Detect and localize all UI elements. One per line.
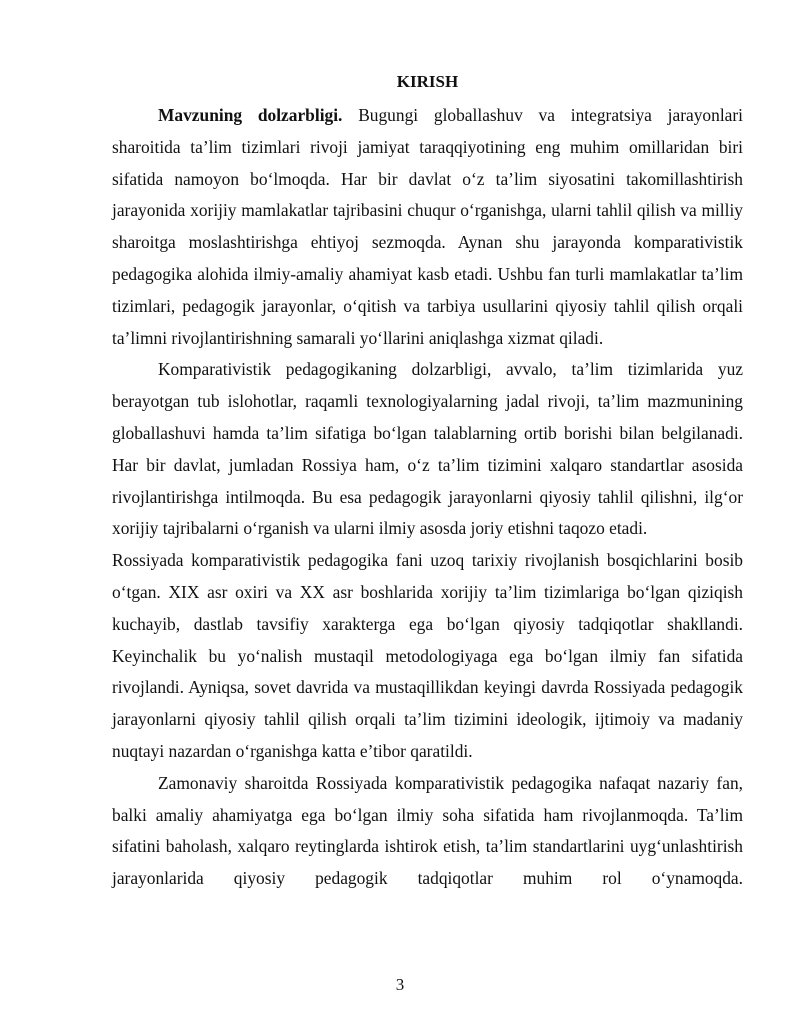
document-page: [112, 70, 743, 895]
paragraph-relevance-factors: Komparativistik pedagogikaning dolzarbligi, avvalo, ta’lim tizimlarida yuz berayotgan tub islohotlar, raqamli texnologiyalarning jadal rivoji, ta’lim mazmunining globallashuvi hamda ta’lim sifatiga bo‘lgan talablarning ortib borishi bilan belgilanadi. Har bir davlat, jumladan Rossiya ham, o‘z ta’lim tizimini xalqaro standartlar asosida rivojlantirishga intilmoqda. Bu esa pedagogik jarayonlarni qiyosiy tahlil qilishni, ilg‘or xorijiy tajribalarni o‘rganish va ularni ilmiy asosda joriy etishni taqozo etadi.: [112, 359, 743, 539]
paragraph-lead-heading: Mavzuning dolzarbligi.: [158, 105, 343, 125]
document-title: KIRISH: [396, 72, 459, 91]
page-number: 3: [395, 975, 405, 994]
paragraph-relevance: [112, 100, 743, 354]
paragraph-modern-conditions: Zamonaviy sharoitda Rossiyada komparativistik pedagogika nafaqat nazariy fan, balki amaliy ahamiyatga ega bo‘lgan ilmiy soha sifatida ham rivojlanmoqda. Ta’lim sifatini baholash, xalqaro reytinglarda ishtirok etish, ta’lim standartlarini uyg‘unlashtirish jarayonlarida qiyosiy pedagogik tadqiqotlar muhim rol o‘ynamoqda.: [112, 772, 743, 889]
paragraph-text: Bugungi globallashuv va integratsiya jarayonlari sharoitida ta’lim tizimlari rivoji jamiyat taraqqiyotining eng muhim omillaridan biri sifatida namoyon bo‘lmoqda. Har bir davlat o‘z ta’lim siyosatini takomillashtirish jarayonida xorijiy mamlakatlar tajribasini chuqur o‘rganishga, ularni tahlil qilish va milliy sharoitga moslashtirishga ehtiyoj sezmoqda. Aynan shu jarayonda komparativistik pedagogika alohida ilmiy-amaliy ahamiyat kasb etadi. Ushbu fan turli mamlakatlar ta’lim tizimlari, pedagogik jarayonlar, o‘qitish va tarbiya usullarini qiyosiy tahlil qilish orqali ta’limni rivojlantirishning samarali yo‘llarini aniqlashga xizmat qiladi.: [112, 105, 743, 348]
paragraph-history-russia: Rossiyada komparativistik pedagogika fani uzoq tarixiy rivojlanish bosqichlarini bosib o‘tgan. XIX asr oxiri va XX asr boshlarida xorijiy ta’lim tizimlariga bo‘lgan qiziqish kuchayib, dastlab tavsifiy xarakterga ega bo‘lgan qiyosiy tadqiqotlar shakllandi. Keyinchalik bu yo‘nalish mustaqil metodologiyaga ega bo‘lgan ilmiy fan sifatida rivojlandi. Ayniqsa, sovet davrida va mustaqillikdan keyingi davrda Rossiyada pedagogik jarayonlarni qiyosiy tahlil qilish orqali ta’lim tizimini ideologik, ijtimoiy va madaniy nuqtayi nazardan o‘rganishga katta e’tibor qaratildi.: [112, 550, 743, 761]
